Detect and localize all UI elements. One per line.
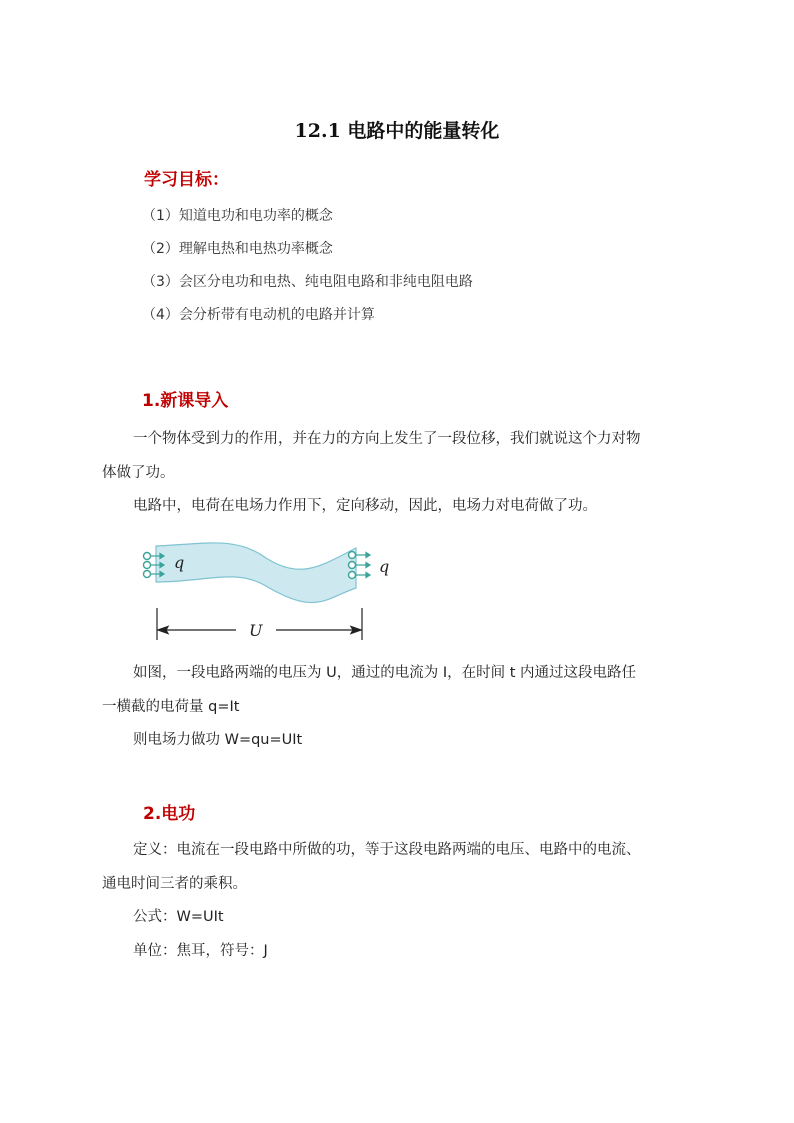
- goals-heading: 学习目标：: [144, 170, 229, 190]
- definition-line2: 通电时间三者的乘积。: [102, 876, 247, 892]
- diagram-explanation-line2: 一横截的电荷量 q=It: [102, 699, 240, 715]
- circuit-work-paragraph: 电路中，电荷在电场力作用下，定向移动，因此，电场力对电荷做了功。: [133, 498, 597, 514]
- right-charge-arrows: [356, 553, 370, 578]
- conductor-tube: [156, 543, 356, 603]
- definition-line1: 定义：电流在一段电路中所做的功，等于这段电路两端的电压、电路中的电流、: [133, 842, 641, 858]
- page-title: 12.1 电路中的能量转化: [294, 120, 500, 142]
- charge-label-right: q: [379, 557, 390, 576]
- intro-paragraph-line2: 体做了功。: [102, 465, 175, 481]
- formula-line: 公式：W=UIt: [133, 909, 224, 925]
- voltage-label: U: [249, 621, 263, 640]
- section1-heading: 1.新课导入: [142, 391, 229, 411]
- circuit-charge-diagram: [136, 536, 406, 646]
- diagram-explanation-line1: 如图，一段电路两端的电压为 U，通过的电流为 I，在时间 t 内通过这段电路任: [133, 665, 637, 681]
- work-formula-line: 则电场力做功 W=qu=UIt: [133, 732, 303, 748]
- left-charges: [144, 553, 151, 578]
- section2-heading: 2.电功: [143, 804, 196, 824]
- intro-paragraph-line1: 一个物体受到力的作用，并在力的方向上发生了一段位移，我们就说这个力对物: [133, 431, 641, 447]
- goal-item-4: （4）会分析带有电动机的电路并计算: [142, 307, 375, 323]
- goal-item-1: （1）知道电功和电功率的概念: [142, 208, 333, 224]
- unit-line: 单位：焦耳，符号：J: [133, 943, 268, 959]
- goal-item-3: （3）会区分电功和电热、纯电阻电路和非纯电阻电路: [142, 274, 473, 290]
- right-charges: [349, 552, 356, 579]
- goal-item-2: （2）理解电热和电热功率概念: [142, 241, 333, 257]
- charge-label-left: q: [174, 553, 185, 572]
